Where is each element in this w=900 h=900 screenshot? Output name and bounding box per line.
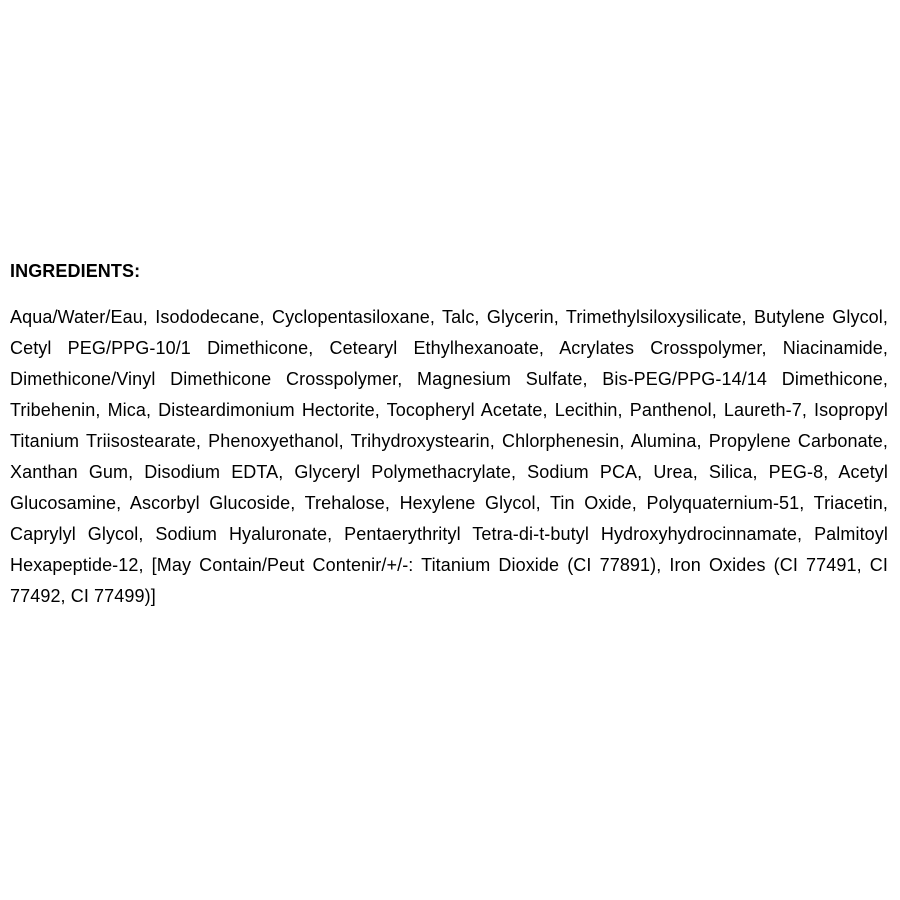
ingredients-panel (10, 256, 888, 612)
ingredients-heading: INGREDIENTS: (10, 261, 141, 281)
ingredient-list-text: Aqua/Water/Eau, Isododecane, Cyclopentasiloxane, Talc, Glycerin, Trimethylsiloxysilicate, Butylene Glycol, Cetyl PEG/PPG-10/1 Dimethicone, Cetearyl Ethylhexanoate, Acrylates Crosspolymer, Niacinamide, Dimethicone/Vinyl Dimethicone Crosspolymer, Magnesium Sulfate, Bis-PEG/PPG-14/14 Dimethicone, Tribehenin, Mica, Disteardimonium Hectorite, Tocopheryl Acetate, Lecithin, Panthenol, Laureth-7, Isopropyl Titanium Triisostearate, Phenoxyethanol, Trihydroxystearin, Chlorphenesin, Alumina, Propylene Carbonate, Xanthan Gum, Disodium EDTA, Glyceryl Polymethacrylate, Sodium PCA, Urea, Silica, PEG-8, Acetyl Glucosamine, Ascorbyl Glucoside, Trehalose, Hexylene Glycol, Tin Oxide, Polyquaternium-51, Triacetin, Caprylyl Glycol, Sodium Hyaluronate, Pentaerythrityl Tetra-di-t-butyl Hydroxyhydrocinnamate, Palmitoyl Hexapeptide-12, [May Contain/Peut Contenir/+/-: Titanium Dioxide (CI 77891), Iron Oxides (CI 77491, CI 77492, CI 77499)] (10, 307, 888, 606)
